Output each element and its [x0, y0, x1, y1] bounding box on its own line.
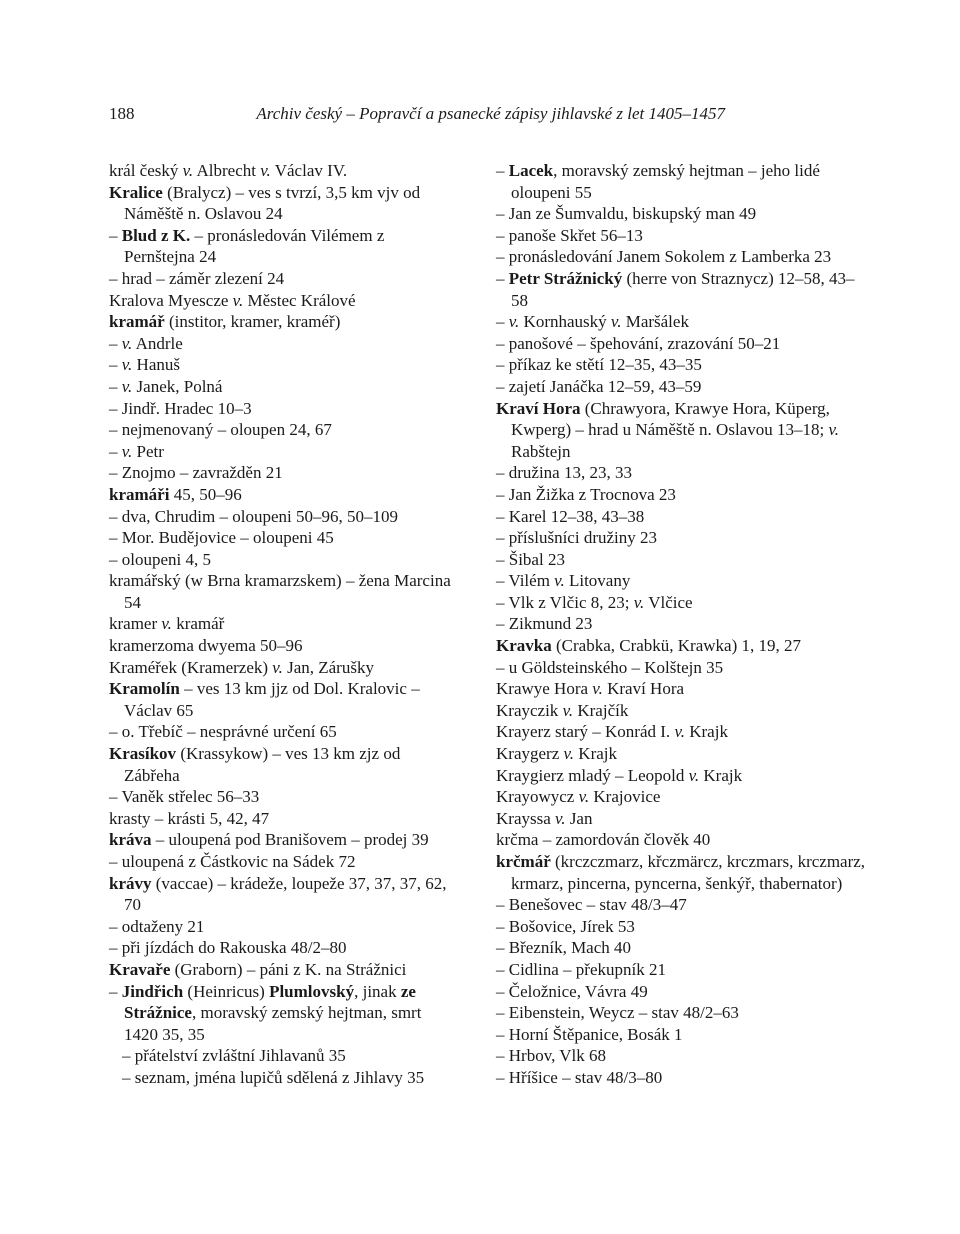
index-entry [496, 527, 866, 549]
entry-text: – u Göldsteinského – Kolštejn 35 [496, 657, 724, 677]
entry-text: Jan [565, 808, 593, 828]
index-column-left [109, 160, 459, 1089]
entry-text: (Heinricus) [183, 981, 270, 1001]
entry-text: Kraygerz [496, 744, 564, 764]
index-entry [496, 592, 866, 614]
entry-text: Andrle [132, 333, 183, 353]
index-entry [109, 851, 459, 873]
entry-text: (Bralycz) – ves s tvrzí, 3,5 km vjv od Náměště n. Oslavou 24 [124, 182, 421, 224]
entry-text: Městec Králové [243, 290, 356, 310]
entry-text: – panoše Skřet 56–13 [496, 225, 643, 245]
entry-text: – [109, 441, 122, 461]
index-entry [496, 959, 866, 981]
entry-text: – [496, 312, 509, 332]
entry-text: – Březník, Mach 40 [496, 938, 632, 958]
entry-text: Vlčice [644, 592, 693, 612]
entry-text: – oloupeni 4, 5 [109, 549, 211, 569]
entry-text: – Bošovice, Jírek 53 [496, 916, 635, 936]
entry-text: – Horní Štěpanice, Bosák 1 [496, 1024, 683, 1044]
entry-text: – hrad – záměr zlezení 24 [109, 268, 285, 288]
entry-text: – Cidlina – překupník 21 [496, 959, 666, 979]
index-entry [496, 225, 866, 247]
entry-text: Maršálek [621, 312, 689, 332]
entry-text: – [109, 333, 122, 353]
entry-text: – [109, 376, 122, 396]
entry-headword: Blud z K. [121, 225, 191, 245]
entry-text: – Karel 12–38, 43–38 [496, 506, 645, 526]
index-entry [109, 786, 459, 808]
entry-reference: v. [121, 441, 133, 461]
entry-text: Krayerz starý – Konrád I. [496, 722, 675, 742]
entry-text: – uloupená z Částkovic na Sádek 72 [109, 852, 356, 871]
entry-text: (Crabka, Crabkü, Krawka) 1, 19, 27 [551, 636, 801, 656]
index-entry [109, 721, 459, 743]
entry-text: – [496, 161, 509, 180]
entry-text: , moravský zemský hejtman – jeho lidé oloupeni 55 [511, 161, 820, 202]
index-entry [109, 678, 459, 721]
entry-text: (Krassykow) – ves 13 km zjz od Zábřeha [124, 744, 401, 785]
entry-text: – zajetí Janáčka 12–59, 43–59 [496, 376, 702, 396]
index-entry [496, 635, 866, 657]
entry-reference: v. [674, 722, 685, 742]
entry-reference: v. [555, 808, 566, 828]
entry-text: – Benešovec – stav 48/3–47 [496, 895, 687, 915]
entry-reference: v. [161, 614, 172, 634]
entry-text: – seznam, jména lupičů sdělená z Jihlavy 35 [122, 1067, 425, 1087]
index-entry [496, 203, 866, 225]
index-entry [496, 937, 866, 959]
entry-text: Hanuš [132, 355, 180, 375]
entry-text: – Eibenstein, Weycz – stav 48/2–63 [496, 1003, 739, 1023]
index-entry [496, 549, 866, 571]
entry-text: – ves 13 km jjz od Dol. Kralovic – Václav 65 [124, 679, 420, 720]
index-entry [496, 678, 866, 700]
page-header [109, 104, 725, 128]
entry-reference: v. [563, 744, 575, 764]
entry-text: Krajk [574, 744, 618, 764]
entry-text: Krayowycz [496, 787, 579, 807]
entry-text: Krawye Hora [496, 679, 593, 699]
index-entry [109, 873, 459, 916]
entry-headword: krčmář [496, 852, 551, 871]
entry-reference: v. [688, 765, 700, 785]
entry-text: – Jan ze Šumvaldu, biskupský man 49 [496, 204, 757, 224]
entry-text: (Graborn) – páni z K. na Strážnici [170, 959, 407, 979]
entry-headword: krávy [109, 873, 152, 893]
entry-reference: v. [610, 312, 622, 332]
entry-text: – [109, 981, 122, 1001]
entry-reference: v. [232, 290, 244, 310]
index-entry [109, 398, 459, 420]
index-entry [496, 268, 866, 311]
index-entry [496, 894, 866, 916]
index-entry [109, 484, 459, 506]
entry-reference: v. [121, 376, 133, 396]
entry-text: 45, 50–96 [169, 484, 242, 504]
entry-text: – při jízdách do Rakouska 48/2–80 [109, 938, 347, 958]
entry-headword: ze Strážnice [124, 981, 416, 1023]
entry-text: – [496, 268, 509, 288]
entry-text: Krajk [699, 765, 743, 785]
index-entry [496, 484, 866, 506]
index-entry [496, 160, 866, 203]
index-entry [496, 1045, 866, 1067]
entry-text: – Hříšice – stav 48/3–80 [496, 1067, 663, 1087]
entry-reference: v. [121, 333, 133, 353]
entry-text: Krajovice [589, 787, 661, 807]
entry-headword: Lacek [508, 161, 554, 180]
index-entry [109, 419, 459, 441]
entry-text: krasty – krásti 5, 42, 47 [109, 808, 270, 828]
entry-text: – o. Třebíč – nesprávné určení 65 [109, 722, 337, 742]
index-entry [496, 700, 866, 722]
index-entry [496, 981, 866, 1003]
entry-text: – dva, Chrudim – oloupeni 50–96, 50–109 [109, 506, 398, 526]
entry-text: Kornhauský [519, 312, 611, 332]
entry-headword: Kralice [109, 182, 163, 202]
entry-text: – Čeložnice, Vávra 49 [496, 981, 648, 1001]
index-entry [496, 765, 866, 787]
index-column-right [496, 160, 866, 1089]
index-entry [109, 808, 459, 830]
entry-headword: Plumlovský [269, 981, 355, 1001]
index-entry [109, 937, 459, 959]
index-entry [109, 182, 459, 225]
index-entry [109, 506, 459, 528]
index-entry [109, 743, 459, 786]
entry-text: , moravský zemský hejtman, smrt 1420 35, 35 [124, 1003, 422, 1044]
index-entry [496, 1024, 866, 1046]
entry-reference: v. [182, 161, 194, 180]
entry-text: kramer [109, 614, 162, 634]
entry-text: král český [109, 161, 183, 180]
index-entry [109, 1045, 459, 1067]
entry-text: – pronásledován Vilémem z Pernštejna 24 [124, 225, 385, 267]
index-entry [496, 851, 866, 894]
index-entry [496, 462, 866, 484]
entry-text: – Vilém [496, 571, 555, 591]
entry-text: – panošové – špehování, zrazování 50–21 [496, 333, 781, 353]
index-entry [109, 462, 459, 484]
entry-text: Rabštejn [511, 441, 571, 461]
entry-headword: kramář [109, 312, 165, 332]
entry-text: – Mor. Budějovice – oloupeni 45 [109, 528, 334, 548]
entry-text: Petr [132, 441, 164, 461]
index-entry [109, 549, 459, 571]
entry-text: – přátelství zvláštní Jihlavanů 35 [122, 1046, 346, 1066]
entry-text: Kraygierz mladý – Leopold [496, 765, 689, 785]
index-entry [496, 829, 866, 851]
entry-text: – odtaženy 21 [109, 916, 205, 936]
index-entry [109, 916, 459, 938]
entry-text: – Jan Žižka z Trocnova 23 [496, 484, 676, 504]
entry-text: – Šibal 23 [496, 549, 565, 569]
index-entry [496, 246, 866, 268]
index-entry [496, 333, 866, 355]
entry-text: (herre von Straznycz) 12–58, 43–58 [511, 268, 855, 310]
index-entry [496, 721, 866, 743]
index-entry [496, 657, 866, 679]
index-entry [496, 1002, 866, 1024]
index-entry [109, 225, 459, 268]
entry-text: – nejmenovaný – oloupen 24, 67 [109, 420, 332, 440]
entry-text: (institor, kramer, kraméř) [164, 312, 341, 332]
entry-text: (vaccae) – krádeže, loupeže 37, 37, 37, 62, 70 [124, 873, 447, 915]
index-entry [109, 635, 459, 657]
index-entry [109, 333, 459, 355]
page-number: 188 [109, 104, 135, 123]
index-entry [109, 311, 459, 333]
entry-text: – Jindř. Hradec 10–3 [109, 398, 252, 418]
entry-reference: v. [508, 312, 520, 332]
entry-text: Litovany [564, 571, 631, 591]
entry-headword: Kravka [496, 636, 552, 656]
entry-reference: v. [554, 571, 565, 591]
index-entry [496, 398, 866, 463]
entry-text: (krczczmarz, křczmärcz, krczmars, krczmarz, krmarz, pincerna, pyncerna, šenkýř, thabernator) [511, 852, 866, 893]
entry-text: Krajk [684, 722, 728, 742]
index-entry [496, 376, 866, 398]
entry-text: – Vaněk střelec 56–33 [109, 787, 260, 807]
entry-headword: Kravaře [109, 959, 171, 979]
entry-text: Kralova Myescze [109, 290, 233, 310]
entry-text: – příkaz ke stětí 12–35, 43–35 [496, 355, 702, 375]
entry-headword: Krasíkov [109, 744, 177, 764]
index-entry [496, 743, 866, 765]
entry-headword: Petr Strážnický [508, 268, 623, 288]
entry-text: Václav IV. [270, 161, 348, 180]
index-entry [109, 1067, 459, 1089]
entry-text: Krayssa [496, 808, 556, 828]
entry-reference: v. [260, 161, 271, 180]
index-entry [109, 268, 459, 290]
index-entry [496, 311, 866, 333]
entry-text: – [109, 355, 122, 375]
entry-text: – uloupená pod Branišovem – prodej 39 [151, 830, 429, 850]
running-title: Archiv český – Popravčí a psanecké zápisy jihlavské z let 1405–1457 [256, 104, 725, 123]
entry-reference: v. [633, 592, 645, 612]
entry-text: – Znojmo – zavražděn 21 [109, 463, 283, 483]
entry-text: Janek, Polná [132, 376, 223, 396]
entry-headword: kramáři [109, 484, 170, 504]
entry-reference: v. [272, 657, 283, 677]
entry-text: Kraví Hora [602, 679, 685, 699]
entry-text: Krajčík [573, 700, 629, 720]
entry-reference: v. [828, 420, 839, 440]
entry-text: – Zikmund 23 [496, 614, 593, 634]
index-entry [109, 981, 459, 1046]
entry-headword: Kramolín [109, 679, 180, 699]
index-entry [496, 1067, 866, 1089]
index-entry [109, 613, 459, 635]
entry-text: – Hrbov, Vlk 68 [496, 1046, 607, 1066]
entry-reference: v. [562, 700, 574, 720]
entry-text: Kraméřek (Kramerzek) [109, 657, 273, 677]
entry-text: – [109, 225, 122, 245]
index-entry [496, 354, 866, 376]
entry-reference: v. [592, 679, 603, 699]
index-entry [109, 376, 459, 398]
entry-text: – družina 13, 23, 33 [496, 463, 632, 483]
entry-reference: v. [578, 787, 590, 807]
entry-text: krčma – zamordován člověk 40 [496, 830, 711, 850]
index-entry [109, 441, 459, 463]
entry-text: kramářský (w Brna kramarzskem) – žena Marcina 54 [109, 571, 451, 612]
entry-text: kramář [171, 614, 225, 634]
index-entry [496, 613, 866, 635]
entry-headword: kráva [109, 830, 152, 850]
entry-text: , jinak [354, 981, 401, 1001]
entry-text: kramerzoma dwyema 50–96 [109, 636, 303, 656]
index-entry [496, 916, 866, 938]
entry-headword: Kraví Hora [496, 398, 581, 418]
index-entry [496, 808, 866, 830]
index-entry [109, 527, 459, 549]
index-entry [109, 959, 459, 981]
index-entry [109, 354, 459, 376]
entry-text: – pronásledování Janem Sokolem z Lamberka 23 [496, 247, 832, 267]
index-entry [109, 290, 459, 312]
index-entry [496, 570, 866, 592]
entry-text: (Chrawyora, Krawye Hora, Küperg, Kwperg) – hrad u Náměště n. Oslavou 13–18; [511, 398, 830, 440]
entry-reference: v. [121, 355, 133, 375]
entry-headword: Jindřich [121, 981, 184, 1001]
index-entry [496, 786, 866, 808]
entry-text: Krayczik [496, 700, 563, 720]
index-entry [109, 657, 459, 679]
index-entry [109, 829, 459, 851]
entry-text: Albrecht [193, 161, 261, 180]
index-entry [109, 570, 459, 613]
entry-text: – příslušníci družiny 23 [496, 528, 658, 548]
index-entry [496, 506, 866, 528]
index-entry [109, 160, 459, 182]
entry-text: – Vlk z Vlčic 8, 23; [496, 592, 634, 612]
entry-text: Jan, Zárušky [282, 657, 374, 677]
